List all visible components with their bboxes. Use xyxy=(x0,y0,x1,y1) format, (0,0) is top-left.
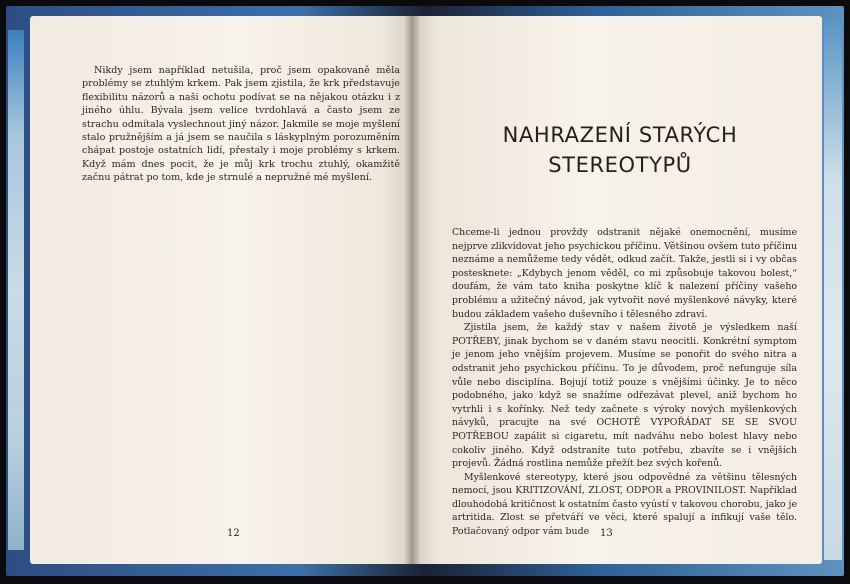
right-page-number: 13 xyxy=(600,528,613,539)
left-paragraph: Nikdy jsem například netušila, proč jsem opakovaně měla problémy se ztuhlým krkem. Pak jsem zjistila, že krk představuje flexibilitu názorů a naši ochotu podívat se na nějakou otázku i z jiného úhlu. Bývala jsem velice tvrdohlavá a často jsem ze strachu odmítala vyslechnout jiný názor. Jakmile se moje myšlení stalo pružnějším a já jsem se naučila s láskyplným porozuměním chápat postoje ostatních lidí, přestaly i moje problémy s krkem. Když mám dnes pocit, že je můj krk trochu ztuhlý, okamžitě začnu pátrat po tom, kde je strnulé a nepružné mé myšlení. xyxy=(82,65,400,184)
chapter-title-line-1: NAHRAZENÍ STARÝCH xyxy=(502,123,738,147)
left-page xyxy=(30,16,412,564)
chapter-title xyxy=(450,120,790,180)
chapter-title-line-2: STEREOTYPŮ xyxy=(548,153,692,177)
cover-edge-right xyxy=(824,20,842,560)
right-page xyxy=(412,16,822,564)
left-page-number: 12 xyxy=(227,528,240,539)
right-page-text xyxy=(452,226,797,539)
right-paragraph-3: Myšlenkové stereotypy, které jsou odpovědné za většinu tělesných nemocí, jsou KRITIZOVÁNÍ, ZLOST, ODPOR a PROVINILOST. Například dlouhodobá kritičnost k ostatním často vyústí v takovou chorobu, jako je artritida. Zlost se přetváří ve věci, které spalují a infikují vaše tělo. Potlačovaný odpor vám bude xyxy=(452,471,797,538)
cover-edge-left xyxy=(8,30,24,550)
right-paragraph-1: Chceme-li jednou provždy odstranit nějaké onemocnění, musíme nejprve zlikvidovat jeho psychickou příčinu. Většinou ovšem tuto příčinu neznáme a nemůžeme tedy vědět, odkud začít. Takže, jestli si i vy občas postesknete: „Kdybych jenom věděl, co mi způsobuje takovou bolest,“ doufám, že vám tato kniha poskytne klíč k nalezení příčiny vašeho problému a užitečný návod, jak vytvořit nové myšlenkové návyky, které budou základem vašeho duševního i tělesného zdraví. xyxy=(452,227,797,320)
book-gutter xyxy=(404,14,420,566)
right-paragraph-2: Zjistila jsem, že každý stav v našem životě je výsledkem naší POTŘEBY, jinak bychom se v daném stavu neocitli. Konkrétní symptom je jenom jeho vnějším projevem. Musíme se ponořit do svého nitra a odstranit jeho psychickou příčinu. To je důvodem, proč nefunguje síla vůle nebo disciplína. Bojují totiž pouze s vnějšími účinky. Je to něco podobného, jako když se snažíme odřezávat plevel, aniž bychom ho vytrhli i s kořínky. Než tedy začnete s výroky nových myšlenkových návyků, pracujte na své OCHOTĚ VYPOŘÁDAT SE SE SVOU POTŘEBOU zapálit si cigaretu, mít nadváhu nebo bolest hlavy nebo cokoliv jiného. Když odstraníte tuto potřebu, zbavíte se i vnějších projevů. Žádná rostlina nemůže přežít bez svých kořenů. xyxy=(452,322,797,470)
left-page-text xyxy=(82,64,400,185)
